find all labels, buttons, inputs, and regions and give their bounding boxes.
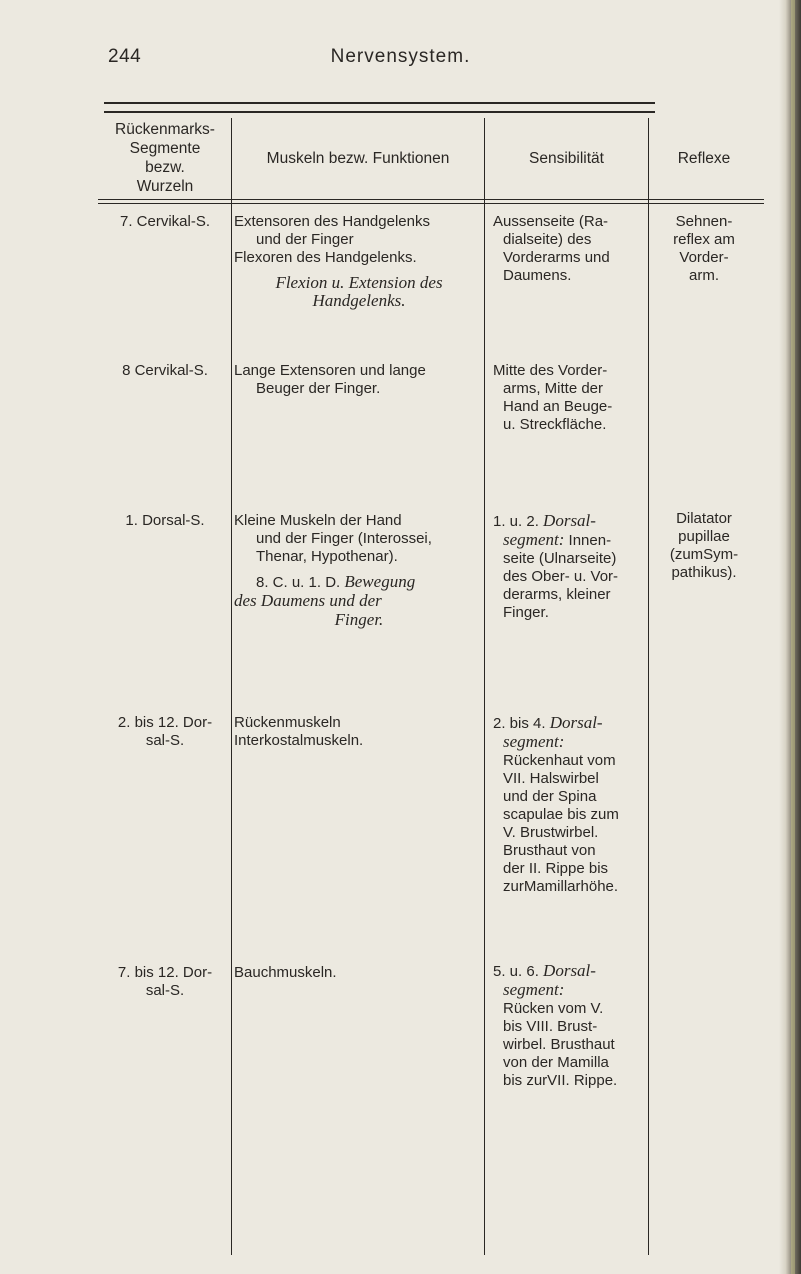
row-3-sensibility <box>493 512 650 622</box>
text-line: sal-S. <box>145 982 185 999</box>
text-line: Mitte des Vorder- <box>493 362 608 379</box>
column-header-reflexes: Reflexe <box>677 150 731 167</box>
text-line: Vorder- <box>679 249 729 266</box>
text-line: 7. bis 12. Dor- <box>117 964 213 981</box>
text-line: seite (Ulnarseite) <box>503 550 617 567</box>
text-line: arms, Mitte der <box>503 380 604 397</box>
sensibility-italic: Dorsal- <box>543 961 596 980</box>
text-line: Interkostalmuskeln. <box>234 732 364 749</box>
column-header-muscles: Muskeln bezw. Funktionen <box>266 150 450 167</box>
row-1-muscles <box>234 213 484 310</box>
row-1-reflexes <box>652 213 756 285</box>
text-line: Daumens. <box>503 267 572 284</box>
row-1-segment: 7. Cervikal-S. <box>119 213 211 230</box>
text-line: Beuger der Finger. <box>256 380 381 397</box>
text-line: und der Finger (Interossei, <box>256 530 432 547</box>
text-line: und der Finger <box>256 231 354 248</box>
text-line: bis VIII. Brust- <box>503 1018 598 1035</box>
text-line: von der Mamilla <box>503 1054 609 1071</box>
text-line: Sehnen- <box>675 213 733 230</box>
text-line: Bauchmuskeln. <box>234 964 337 981</box>
text-line: derarms, kleiner <box>503 586 611 603</box>
function-text: Flexion u. Extension des <box>275 273 443 292</box>
sensibility-italic: Dorsal- <box>543 511 596 530</box>
column-divider-2 <box>484 118 485 1255</box>
text-line: dialseite) des <box>503 231 592 248</box>
page-title: Nervensystem. <box>330 46 471 67</box>
text-line: V. Brustwirbel. <box>503 824 599 841</box>
sensibility-rest: Innen- <box>568 532 612 549</box>
header-line: bezw. <box>145 159 185 176</box>
text-line: Thenar, Hypothenar). <box>256 548 398 565</box>
text-line: Extensoren des Handgelenks <box>234 213 430 230</box>
text-line: wirbel. Brusthaut <box>503 1036 615 1053</box>
sensibility-italic: Dorsal- <box>549 713 603 732</box>
row-2-muscles <box>234 362 484 398</box>
text-line: Kleine Muskeln der Hand <box>234 512 402 529</box>
text-line: 2. bis 12. Dor- <box>117 714 213 731</box>
row-1-sensibility <box>493 213 650 285</box>
text-line: Flexoren des Handgelenks. <box>234 249 417 266</box>
text-line: Rücken vom V. <box>503 1000 604 1017</box>
table-top-rule-2 <box>104 111 655 113</box>
text-line: und der Spina <box>503 788 597 805</box>
sensibility-italic: segment: <box>503 732 565 751</box>
row-3-segment: 1. Dorsal-S. <box>125 512 205 529</box>
text-line: (zumSym- <box>669 546 739 563</box>
function-text: Bewegung <box>344 572 416 591</box>
text-line: scapulae bis zum <box>503 806 619 823</box>
row-4-sensibility <box>493 714 650 896</box>
function-text: des Daumens und der <box>234 591 382 610</box>
header-bottom-rule-2 <box>98 203 764 204</box>
text-line: der II. Rippe bis <box>503 860 609 877</box>
text-line: Rückenmuskeln <box>234 714 341 731</box>
text-line: sal-S. <box>145 732 185 749</box>
table-top-rule <box>104 102 655 104</box>
sensibility-italic: segment: <box>503 530 565 549</box>
text-line: pupillae <box>678 528 730 545</box>
function-prefix: 8. C. u. 1. D. <box>256 574 341 591</box>
header-bottom-rule <box>98 199 764 200</box>
text-line: Aussenseite (Ra- <box>493 213 609 230</box>
column-header-sensibility: Sensibilität <box>529 150 604 167</box>
function-text: Handgelenks. <box>312 291 406 310</box>
sensibility-prefix: 2. bis 4. <box>493 715 546 732</box>
header-line: Rückenmarks- <box>115 121 215 138</box>
row-3-muscles <box>234 512 484 629</box>
text-line: arm. <box>689 267 719 284</box>
text-line: u. Streckfläche. <box>503 416 607 433</box>
row-4-segment <box>100 714 230 750</box>
text-line: VII. Halswirbel <box>503 770 599 787</box>
header-line: Segmente <box>129 140 201 157</box>
text-line: Hand an Beuge- <box>503 398 613 415</box>
column-header-segments <box>100 120 230 196</box>
row-2-segment: 8 Cervikal-S. <box>122 362 208 379</box>
header-line: Wurzeln <box>136 178 194 195</box>
text-line: zurMamillarhöhe. <box>503 878 619 895</box>
row-3-reflexes <box>652 510 756 582</box>
sensibility-prefix: 5. u. 6. <box>493 963 539 980</box>
text-line: Finger. <box>503 604 549 621</box>
row-2-sensibility <box>493 362 650 434</box>
text-line: des Ober- u. Vor- <box>503 568 619 585</box>
row-5-sensibility <box>493 962 650 1090</box>
sensibility-italic: segment: <box>503 980 565 999</box>
text-line: Dilatator <box>676 510 732 527</box>
text-line: Vorderarms und <box>503 249 610 266</box>
row-4-muscles <box>234 714 484 750</box>
text-line: Brusthaut von <box>503 842 596 859</box>
text-line: Lange Extensoren und lange <box>234 362 426 379</box>
page-number: 244 <box>108 46 142 67</box>
text-line: pathikus). <box>671 564 737 581</box>
page-edge <box>779 0 801 1274</box>
column-divider-1 <box>231 118 232 1255</box>
text-line: Rückenhaut vom <box>503 752 616 769</box>
text-line: reflex am <box>673 231 735 248</box>
row-5-muscles <box>234 964 484 982</box>
function-text: Finger. <box>334 610 384 629</box>
text-line: bis zurVII. Rippe. <box>503 1072 618 1089</box>
sensibility-prefix: 1. u. 2. <box>493 513 539 530</box>
row-5-segment <box>100 964 230 1000</box>
